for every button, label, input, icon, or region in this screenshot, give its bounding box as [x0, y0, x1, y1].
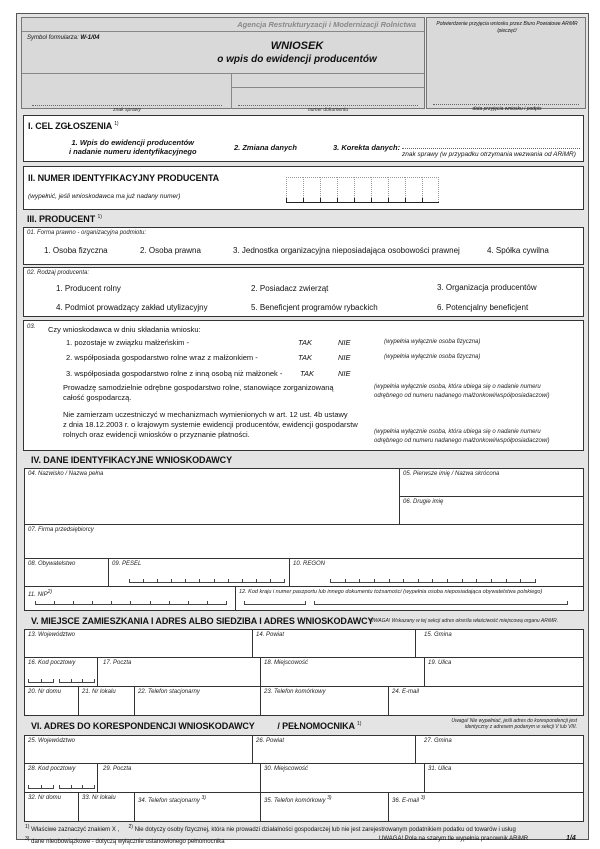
citizenship-field[interactable]: 08. Obywatelstwo — [25, 559, 109, 587]
section-producer-id — [23, 166, 584, 210]
producer-type-option-3[interactable]: 3. Organizacja producentów — [437, 283, 537, 292]
grey-fields-warning: UWAGA! Pola na szarym tle wypełnia pracownik ARiMR — [379, 836, 529, 842]
marital-q1-no[interactable]: NIE — [338, 338, 351, 347]
producer-type-option-4[interactable]: 4. Podmiot prowadzący zakład utylizacyjny — [56, 303, 208, 312]
footnote-3: $^{3)}$ dane nieobowiązkowe - dotyczą wyłącznie ustanowionego pełnomocnika — [25, 836, 225, 845]
postal-code-field[interactable]: 16. Kod pocztowy — [25, 658, 98, 687]
section-producer-title: III. PRODUCENT $^{1)}$ — [27, 214, 102, 224]
form-symbol-value: W-1/04 — [80, 35, 100, 41]
passport-number-ticks — [314, 601, 568, 605]
digit-box[interactable] — [405, 177, 422, 202]
corr-street-field[interactable]: 31. Ulica — [425, 764, 583, 793]
question-03-text: Czy wnioskodawca w dniu składania wniosku: — [48, 325, 201, 334]
first-name-field[interactable]: 05. Pierwsze imię / Nazwa skrócona — [400, 469, 583, 497]
confirmation-title: Potwierdzenie przyjęcia wniosku przez Biuro Powiatowe ARiMR — [436, 21, 578, 27]
marital-q3-text: 3. współposiada gospodarstwo rolne z inną osobą niż małżonek - — [66, 369, 283, 378]
second-name-field[interactable]: 06. Drugie imię — [400, 497, 583, 525]
legal-form-option-3[interactable]: 3. Jednostka organizacyjna nieposiadająca osobowości prawnej — [233, 246, 460, 255]
country-code-ticks — [244, 601, 306, 605]
digit-box[interactable] — [354, 177, 371, 202]
confirmation-date-label: data przyjęcia wniosku i podpis — [472, 106, 542, 112]
question-03-label: 03. — [27, 324, 36, 330]
confirmation-date-field[interactable] — [433, 104, 579, 105]
statement-no-mechanisms[interactable]: Nie zamierzam uczestniczyć w mechanizmach wymienionych w art. 12 ust. 4b ustawy z dnia 18.12.2003 r. o krajowym systemie ewidencji producentów, ewidencji gospodarstw rolnych oraz ewidencji wniosków o przyznanie płatności. — [63, 410, 358, 439]
purpose-option-register[interactable]: 1. Wpis do ewidencji producentów i nadanie numeru identyfikacyjnego — [69, 138, 197, 156]
section-purpose — [23, 115, 584, 162]
header-confirmation-area — [426, 17, 586, 112]
digit-box[interactable] — [303, 177, 320, 202]
corr-locality-field[interactable]: 30. Miejscowość — [261, 764, 425, 793]
statement-separate-farm[interactable]: Prowadzę samodzielnie odrębne gospodarstwo rolne, stanowiące zorganizowaną całość gospodarczą. — [63, 383, 334, 402]
form-symbol-label: Symbol formularza: — [27, 35, 79, 41]
producer-type-label: 02. Rodzaj producenta: — [27, 270, 90, 276]
street-field[interactable]: 19. Ulica — [425, 658, 583, 687]
section-address-title: V. MIEJSCE ZAMIESZKANIA I ADRES ALBO SIEDZIBA I ADRES WNIOSKODAWCY — [31, 616, 374, 626]
legal-form-option-1[interactable]: 1. Osoba fizyczna — [44, 246, 108, 255]
company-name-field[interactable]: 07. Firma przedsiębiorcy — [25, 525, 583, 559]
corr-post-office-field[interactable]: 29. Poczta — [98, 764, 261, 793]
producer-type-box — [23, 267, 584, 317]
marital-q2-text: 2. współposiada gospodarstwo rolne wraz z małżonkiem - — [66, 353, 258, 362]
pesel-field[interactable]: 09. PESEL — [109, 559, 290, 587]
corr-county-field[interactable]: 26. Powiat — [253, 736, 416, 764]
house-number-field[interactable]: 20. Nr domu — [25, 687, 79, 715]
document-number-field[interactable] — [238, 105, 418, 106]
section-applicant-title: IV. DANE IDENTYFIKACYJNE WNIOSKODAWCY — [31, 455, 232, 465]
marital-q2-note: (wypełnia wyłącznie osoba fizyczna) — [384, 354, 481, 360]
purpose-option-change[interactable]: 2. Zmiana danych — [234, 143, 297, 152]
section-correspondence-note: Uwaga! Nie wypełniać, jeśli adres do korespondencji jest identyczny z adresem podanym w sekcji V lub VIII. — [451, 718, 577, 730]
corr-commune-field[interactable]: 27. Gmina — [416, 736, 583, 764]
correction-case-sign-field[interactable] — [402, 148, 580, 149]
regon-digit-ticks — [330, 579, 536, 583]
pesel-digit-ticks — [129, 579, 285, 583]
section-producer-id-title: II. NUMER IDENTYFIKACYJNY PRODUCENTA — [28, 173, 220, 183]
corr-postal-code-field[interactable]: 28. Kod pocztowy — [25, 764, 98, 793]
address-box — [24, 629, 584, 716]
surname-field[interactable]: 04. Nazwisko / Nazwa pełna — [25, 469, 400, 525]
agency-name: Agencja Restrukturyzacji i Modernizacji Rolnictwa — [237, 20, 416, 29]
landline-phone-field[interactable]: 22. Telefon stacjonarny — [135, 687, 261, 715]
legal-form-option-2[interactable]: 2. Osoba prawna — [140, 246, 201, 255]
correspondence-box — [24, 735, 584, 822]
corr-email-field[interactable]: 36. E-mail $^{3)}$ — [389, 793, 583, 821]
producer-type-option-6[interactable]: 6. Potencjalny beneficjent — [437, 303, 529, 312]
mobile-phone-field[interactable]: 23. Telefon komórkowy — [261, 687, 389, 715]
voivodeship-field[interactable]: 13. Województwo — [25, 630, 253, 658]
section-purpose-title: I. CEL ZGŁOSZENIA $^{1)}$ — [28, 121, 119, 131]
legal-form-option-4[interactable]: 4. Spółka cywilna — [487, 246, 549, 255]
digit-box[interactable] — [422, 177, 439, 202]
corr-postal-code-ticks-1 — [28, 785, 54, 789]
regon-field[interactable]: 10. REGON — [290, 559, 583, 587]
corr-landline-phone-field[interactable]: 34. Telefon stacjonarny $^{3)}$ — [135, 793, 261, 821]
corr-apartment-number-field[interactable]: 33. Nr lokalu — [79, 793, 135, 821]
producer-id-hint: (wypełnić, jeśli wnioskodawca ma już nadany numer) — [28, 193, 181, 200]
nip-digit-ticks — [35, 601, 227, 605]
confirmation-stamp-label: /pieczęć/ — [497, 28, 517, 34]
purpose-option-correction[interactable]: 3. Korekta danych: — [333, 143, 401, 152]
nip-field[interactable]: 11. NIP$^{2)}$ — [25, 587, 236, 610]
postal-code-ticks-1 — [28, 679, 54, 683]
email-field[interactable]: 24. E-mail — [389, 687, 583, 715]
section-address-note: UWAGA! Wskazany w tej sekcji adres określa właściwość miejscową organu ARiMR. — [370, 618, 559, 624]
corr-house-number-field[interactable]: 32. Nr domu — [25, 793, 79, 821]
digit-box[interactable] — [371, 177, 388, 202]
county-field[interactable]: 14. Powiat — [253, 630, 416, 658]
marital-q3-yes[interactable]: TAK — [300, 369, 315, 378]
marital-q2-no[interactable]: NIE — [338, 353, 351, 362]
legal-form-box — [23, 227, 584, 265]
corr-voivodeship-field[interactable]: 25. Województwo — [25, 736, 253, 764]
apartment-number-field[interactable]: 21. Nr lokalu — [79, 687, 135, 715]
producer-id-input[interactable] — [286, 177, 439, 203]
passport-field[interactable]: 12. Kod kraju i numer paszportu lub innego dokumentu tożsamości (wypełnia osoba nieposiadająca obywatelstwa polskiego) — [236, 587, 583, 610]
corr-mobile-phone-field[interactable]: 35. Telefon komórkowy $^{3)}$ — [261, 793, 389, 821]
footnote-1-2: $^{1)}$ Właściwe zaznaczyć znakiem X , $^{2)}$ Nie dotyczy osoby fizycznej, która nie prowadzi działalności gospodarczej lub nie jest zarejestrowanym podatnikiem podatku od towarów i usług — [25, 824, 516, 833]
marital-status-box — [23, 320, 584, 451]
marital-q3-no[interactable]: NIE — [338, 369, 351, 378]
commune-field[interactable]: 15. Gmina — [416, 630, 583, 658]
postal-code-ticks-2 — [59, 679, 95, 683]
marital-q1-note: (wypełnia wyłącznie osoba fizyczna) — [384, 339, 481, 345]
case-sign-field[interactable] — [32, 105, 222, 106]
producer-type-option-2[interactable]: 2. Posiadacz zwierząt — [251, 284, 329, 293]
producer-type-option-5[interactable]: 5. Beneficjent programów rybackich — [251, 303, 378, 312]
producer-type-option-1[interactable]: 1. Producent rolny — [56, 284, 121, 293]
correction-case-sign-hint: znak sprawy (w przypadku otrzymania wezwania od ARiMR) — [402, 151, 576, 158]
digit-box[interactable] — [320, 177, 337, 202]
statement-separate-farm-note: (wypełnia wyłącznie osoba, która ubiega się o nadanie numeru odrębnego od numeru nadanego małżonkowi/współposiadaczowi) — [374, 384, 550, 399]
statement-no-mechanisms-note: (wypełnia wyłącznie osoba, która ubiega się o nadanie numeru odrębnego od numeru nadanego małżonkowi/współposiadaczowi) — [374, 429, 550, 444]
form-subtitle: o wpis do ewidencji producentów — [217, 54, 377, 65]
applicant-data-box — [24, 468, 584, 611]
marital-q1-text: 1. pozostaje w związku małżeńskim - — [66, 338, 189, 347]
digit-box[interactable] — [286, 177, 303, 202]
form-page — [16, 13, 589, 845]
digit-box[interactable] — [388, 177, 405, 202]
case-sign-label: znak sprawy — [113, 107, 141, 113]
legal-form-label: 01. Forma prawno - organizacyjna podmiotu: — [27, 230, 147, 236]
document-number-label: numer dokumentu — [307, 107, 349, 113]
marital-q1-yes[interactable]: TAK — [298, 338, 313, 347]
header-office-area — [21, 17, 425, 113]
locality-field[interactable]: 18. Miejscowość — [261, 658, 425, 687]
form-title: WNIOSEK — [270, 40, 324, 52]
digit-box[interactable] — [337, 177, 354, 202]
post-office-field[interactable]: 17. Poczta — [98, 658, 261, 687]
page-number: 1/4 — [566, 835, 576, 842]
corr-postal-code-ticks-2 — [59, 785, 95, 789]
marital-q2-yes[interactable]: TAK — [298, 353, 313, 362]
section-correspondence-title: VI. ADRES DO KORESPONDENCJI WNIOSKODAWCY / PEŁNOMOCNIKA $^{1)}$ — [31, 721, 362, 731]
form-symbol — [27, 35, 99, 41]
